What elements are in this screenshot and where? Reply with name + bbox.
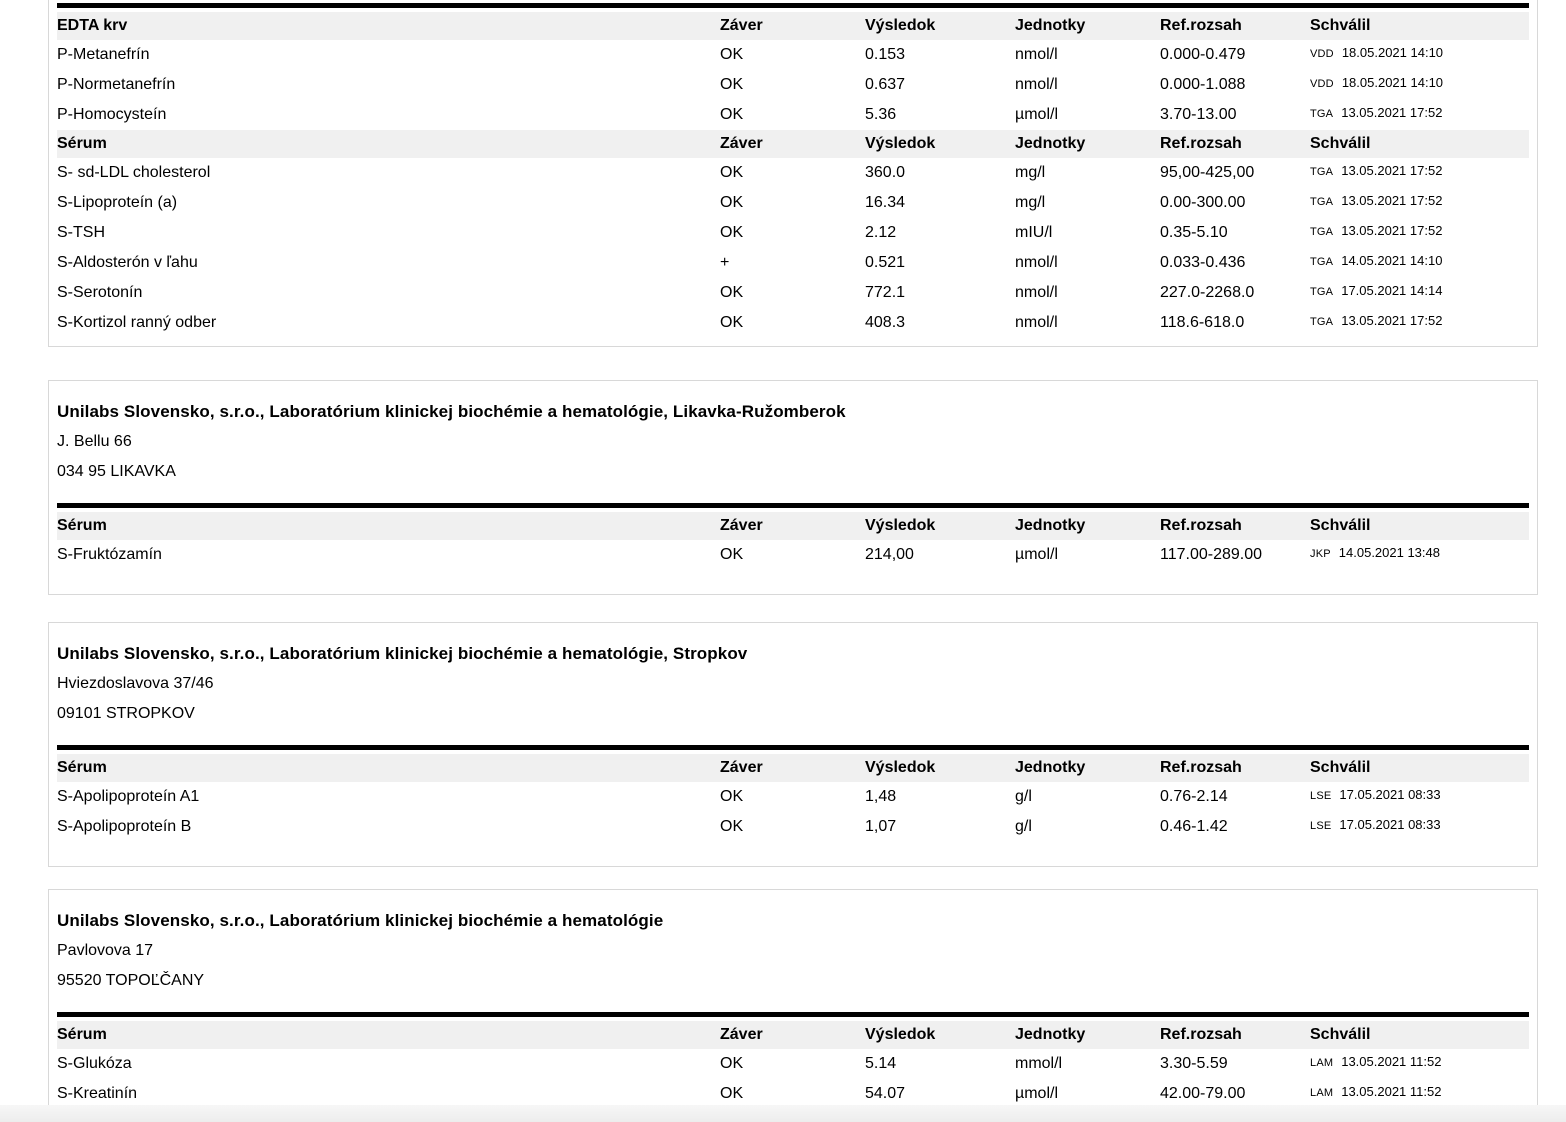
lab-address-street: Hviezdoslavova 37/46 bbox=[57, 675, 214, 692]
lab-address-city: 09101 STROPKOV bbox=[57, 705, 195, 722]
approval-cell bbox=[1310, 105, 1529, 120]
unit-value: g/l bbox=[1015, 788, 1032, 805]
lab-address-city: 95520 TOPOĽČANY bbox=[57, 972, 205, 989]
col-header-zaver: Záver bbox=[720, 135, 763, 152]
col-header-ref-rozsah: Ref.rozsah bbox=[1160, 135, 1242, 152]
col-header-jednotky: Jednotky bbox=[1015, 517, 1086, 534]
table-header-row bbox=[57, 512, 1529, 540]
approver-initials: LAM bbox=[1310, 1056, 1334, 1069]
approval-datetime: 13.05.2021 17:52 bbox=[1341, 222, 1443, 238]
approval-datetime: 17.05.2021 08:33 bbox=[1339, 816, 1441, 832]
col-header-vysledok: Výsledok bbox=[865, 1026, 936, 1043]
unit-value: mmol/l bbox=[1015, 1055, 1063, 1072]
page-bottom-edge bbox=[0, 1105, 1566, 1122]
result-value: 16.34 bbox=[865, 194, 906, 211]
table-top-rule bbox=[57, 745, 1529, 750]
conclusion-value: OK bbox=[720, 1055, 744, 1072]
result-row bbox=[57, 248, 1529, 278]
approval-cell bbox=[1310, 283, 1529, 298]
results-table bbox=[57, 1012, 1529, 1109]
conclusion-value: OK bbox=[720, 546, 744, 563]
analyte-name: S-Fruktózamín bbox=[57, 546, 162, 563]
approval-datetime: 13.05.2021 17:52 bbox=[1341, 192, 1443, 208]
approver-initials: TGA bbox=[1310, 195, 1334, 208]
col-header-jednotky: Jednotky bbox=[1015, 17, 1086, 34]
approver-initials: TGA bbox=[1310, 107, 1334, 120]
ref-range-value: 0.00-300.00 bbox=[1160, 194, 1246, 211]
approval-datetime: 18.05.2021 14:10 bbox=[1341, 74, 1444, 90]
table-top-rule bbox=[57, 1012, 1529, 1017]
analyte-name: S- sd-LDL cholesterol bbox=[57, 164, 211, 181]
approval-datetime: 13.05.2021 17:52 bbox=[1341, 312, 1443, 328]
table-top-rule bbox=[57, 3, 1529, 8]
analyte-name: S-Kreatinín bbox=[57, 1085, 138, 1102]
unit-value: mIU/l bbox=[1015, 224, 1053, 241]
col-header-vysledok: Výsledok bbox=[865, 135, 936, 152]
col-header-vysledok: Výsledok bbox=[865, 759, 936, 776]
conclusion-value: OK bbox=[720, 164, 744, 181]
approver-initials: LSE bbox=[1310, 789, 1332, 802]
approval-cell bbox=[1310, 1084, 1529, 1099]
ref-range-value: 0.033-0.436 bbox=[1160, 254, 1246, 271]
approval-cell bbox=[1310, 223, 1529, 238]
result-value: 1,48 bbox=[865, 788, 897, 805]
col-header-zaver: Záver bbox=[720, 17, 763, 34]
approver-initials: JKP bbox=[1310, 547, 1331, 560]
conclusion-value: OK bbox=[720, 284, 744, 301]
result-value: 772.1 bbox=[865, 284, 906, 301]
conclusion-value: OK bbox=[720, 314, 744, 331]
unit-value: µmol/l bbox=[1015, 106, 1058, 123]
approval-datetime: 13.05.2021 11:52 bbox=[1341, 1053, 1442, 1069]
col-header-schvalil: Schválil bbox=[1310, 759, 1371, 776]
results-section-edta-serum bbox=[48, 0, 1538, 347]
lab-address-street: J. Bellu 66 bbox=[57, 433, 132, 450]
result-value: 0.637 bbox=[865, 76, 906, 93]
unit-value: g/l bbox=[1015, 818, 1032, 835]
unit-value: nmol/l bbox=[1015, 284, 1058, 301]
lab-name: Unilabs Slovensko, s.r.o., Laboratórium klinickej biochémie a hematológie, Likavka-Ružomberok bbox=[57, 402, 846, 421]
ref-range-value: 95,00-425,00 bbox=[1160, 164, 1255, 181]
result-row bbox=[57, 782, 1529, 812]
approval-cell bbox=[1310, 545, 1529, 560]
ref-range-value: 3.70-13.00 bbox=[1160, 106, 1237, 123]
unit-value: mg/l bbox=[1015, 194, 1046, 211]
col-header-ref-rozsah: Ref.rozsah bbox=[1160, 517, 1242, 534]
col-header-jednotky: Jednotky bbox=[1015, 1026, 1086, 1043]
results-table bbox=[57, 3, 1529, 338]
ref-range-value: 117.00-289.00 bbox=[1160, 546, 1263, 563]
col-header-ref-rozsah: Ref.rozsah bbox=[1160, 759, 1242, 776]
col-header-schvalil: Schválil bbox=[1310, 17, 1371, 34]
result-value: 5.36 bbox=[865, 106, 897, 123]
approval-cell bbox=[1310, 817, 1529, 832]
lab-name: Unilabs Slovensko, s.r.o., Laboratórium klinickej biochémie a hematológie bbox=[57, 911, 664, 930]
approver-initials: TGA bbox=[1310, 285, 1334, 298]
conclusion-value: OK bbox=[720, 1085, 744, 1102]
result-row bbox=[57, 540, 1529, 570]
result-row bbox=[57, 308, 1529, 338]
col-header-zaver: Záver bbox=[720, 517, 763, 534]
approval-cell bbox=[1310, 193, 1529, 208]
ref-range-value: 0.76-2.14 bbox=[1160, 788, 1228, 805]
approval-datetime: 17.05.2021 08:33 bbox=[1339, 786, 1441, 802]
approval-cell bbox=[1310, 45, 1529, 60]
conclusion-value: OK bbox=[720, 788, 744, 805]
result-row bbox=[57, 70, 1529, 100]
result-value: 360.0 bbox=[865, 164, 906, 181]
ref-range-value: 3.30-5.59 bbox=[1160, 1055, 1228, 1072]
unit-value: mg/l bbox=[1015, 164, 1046, 181]
col-header-ref-rozsah: Ref.rozsah bbox=[1160, 17, 1242, 34]
analyte-name: S-Apolipoproteín B bbox=[57, 818, 192, 835]
ref-range-value: 42.00-79.00 bbox=[1160, 1085, 1246, 1102]
unit-value: nmol/l bbox=[1015, 76, 1058, 93]
lab-address-city: 034 95 LIKAVKA bbox=[57, 463, 176, 480]
analyte-name: P-Normetanefrín bbox=[57, 76, 176, 93]
result-row bbox=[57, 158, 1529, 188]
approver-initials: VDD bbox=[1310, 77, 1334, 90]
col-header-jednotky: Jednotky bbox=[1015, 759, 1086, 776]
col-header-schvalil: Schválil bbox=[1310, 517, 1371, 534]
ref-range-value: 0.000-0.479 bbox=[1160, 46, 1246, 63]
analyte-name: S-Glukóza bbox=[57, 1055, 132, 1072]
conclusion-value: OK bbox=[720, 194, 744, 211]
lab-address-street: Pavlovova 17 bbox=[57, 942, 154, 959]
approver-initials: LSE bbox=[1310, 819, 1332, 832]
ref-range-value: 0.46-1.42 bbox=[1160, 818, 1228, 835]
approval-cell bbox=[1310, 313, 1529, 328]
results-table bbox=[57, 745, 1529, 842]
approval-cell bbox=[1310, 787, 1529, 802]
result-value: 0.521 bbox=[865, 254, 906, 271]
result-value: 2.12 bbox=[865, 224, 897, 241]
results-table bbox=[57, 503, 1529, 570]
table-header-row bbox=[57, 12, 1529, 40]
result-row bbox=[57, 40, 1529, 70]
approval-cell bbox=[1310, 163, 1529, 178]
approval-datetime: 14.05.2021 14:10 bbox=[1341, 252, 1443, 268]
result-row bbox=[57, 188, 1529, 218]
specimen-header: Sérum bbox=[57, 517, 107, 534]
specimen-header: Sérum bbox=[57, 135, 107, 152]
results-section-likavka bbox=[48, 380, 1538, 595]
approval-cell bbox=[1310, 1054, 1529, 1069]
analyte-name: S-Kortizol ranný odber bbox=[57, 314, 217, 331]
result-value: 214,00 bbox=[865, 546, 914, 563]
table-top-rule bbox=[57, 503, 1529, 508]
analyte-name: S-Apolipoproteín A1 bbox=[57, 788, 200, 805]
approval-datetime: 18.05.2021 14:10 bbox=[1341, 44, 1444, 60]
lab-name: Unilabs Slovensko, s.r.o., Laboratórium klinickej biochémie a hematológie, Stropkov bbox=[57, 644, 748, 663]
approval-cell bbox=[1310, 253, 1529, 268]
conclusion-value: OK bbox=[720, 224, 744, 241]
result-value: 408.3 bbox=[865, 314, 906, 331]
approver-initials: TGA bbox=[1310, 165, 1334, 178]
col-header-zaver: Záver bbox=[720, 1026, 763, 1043]
table-header-row bbox=[57, 130, 1529, 158]
result-row bbox=[57, 100, 1529, 130]
approval-datetime: 13.05.2021 17:52 bbox=[1341, 104, 1443, 120]
conclusion-value: OK bbox=[720, 76, 744, 93]
unit-value: nmol/l bbox=[1015, 314, 1058, 331]
result-row bbox=[57, 218, 1529, 248]
unit-value: µmol/l bbox=[1015, 546, 1058, 563]
approver-initials: TGA bbox=[1310, 255, 1334, 268]
table-header-row bbox=[57, 1021, 1529, 1049]
analyte-name: P-Homocysteín bbox=[57, 106, 167, 123]
results-section-topolcany bbox=[48, 889, 1538, 1122]
col-header-schvalil: Schválil bbox=[1310, 1026, 1371, 1043]
result-row bbox=[57, 812, 1529, 842]
result-row bbox=[57, 278, 1529, 308]
result-value: 54.07 bbox=[865, 1085, 906, 1102]
ref-range-value: 0.000-1.088 bbox=[1160, 76, 1246, 93]
col-header-jednotky: Jednotky bbox=[1015, 135, 1086, 152]
conclusion-value: OK bbox=[720, 46, 744, 63]
analyte-name: S-Lipoproteín (a) bbox=[57, 194, 178, 211]
specimen-header: EDTA krv bbox=[57, 17, 128, 34]
results-section-stropkov bbox=[48, 622, 1538, 867]
approver-initials: TGA bbox=[1310, 225, 1334, 238]
approval-datetime: 14.05.2021 13:48 bbox=[1338, 544, 1440, 560]
col-header-schvalil: Schválil bbox=[1310, 135, 1371, 152]
result-value: 0.153 bbox=[865, 46, 906, 63]
result-value: 1,07 bbox=[865, 818, 897, 835]
conclusion-value: OK bbox=[720, 818, 744, 835]
result-row bbox=[57, 1049, 1529, 1079]
approver-initials: VDD bbox=[1310, 47, 1334, 60]
approver-initials: LAM bbox=[1310, 1086, 1334, 1099]
conclusion-value: OK bbox=[720, 106, 744, 123]
result-value: 5.14 bbox=[865, 1055, 897, 1072]
col-header-vysledok: Výsledok bbox=[865, 517, 936, 534]
analyte-name: S-Serotonín bbox=[57, 284, 143, 301]
col-header-zaver: Záver bbox=[720, 759, 763, 776]
table-header-row bbox=[57, 754, 1529, 782]
col-header-ref-rozsah: Ref.rozsah bbox=[1160, 1026, 1242, 1043]
approval-datetime: 13.05.2021 17:52 bbox=[1341, 162, 1443, 178]
ref-range-value: 227.0-2268.0 bbox=[1160, 284, 1255, 301]
ref-range-value: 118.6-618.0 bbox=[1160, 314, 1245, 331]
specimen-header: Sérum bbox=[57, 759, 107, 776]
approval-datetime: 17.05.2021 14:14 bbox=[1341, 282, 1443, 298]
approver-initials: TGA bbox=[1310, 315, 1334, 328]
approval-datetime: 13.05.2021 11:52 bbox=[1341, 1083, 1442, 1099]
unit-value: µmol/l bbox=[1015, 1085, 1058, 1102]
conclusion-value: + bbox=[720, 254, 730, 271]
ref-range-value: 0.35-5.10 bbox=[1160, 224, 1228, 241]
specimen-header: Sérum bbox=[57, 1026, 107, 1043]
analyte-name: P-Metanefrín bbox=[57, 46, 150, 63]
analyte-name: S-Aldosterón v ľahu bbox=[57, 254, 198, 271]
approval-cell bbox=[1310, 75, 1529, 90]
analyte-name: S-TSH bbox=[57, 224, 105, 241]
col-header-vysledok: Výsledok bbox=[865, 17, 936, 34]
unit-value: nmol/l bbox=[1015, 254, 1058, 271]
unit-value: nmol/l bbox=[1015, 46, 1058, 63]
